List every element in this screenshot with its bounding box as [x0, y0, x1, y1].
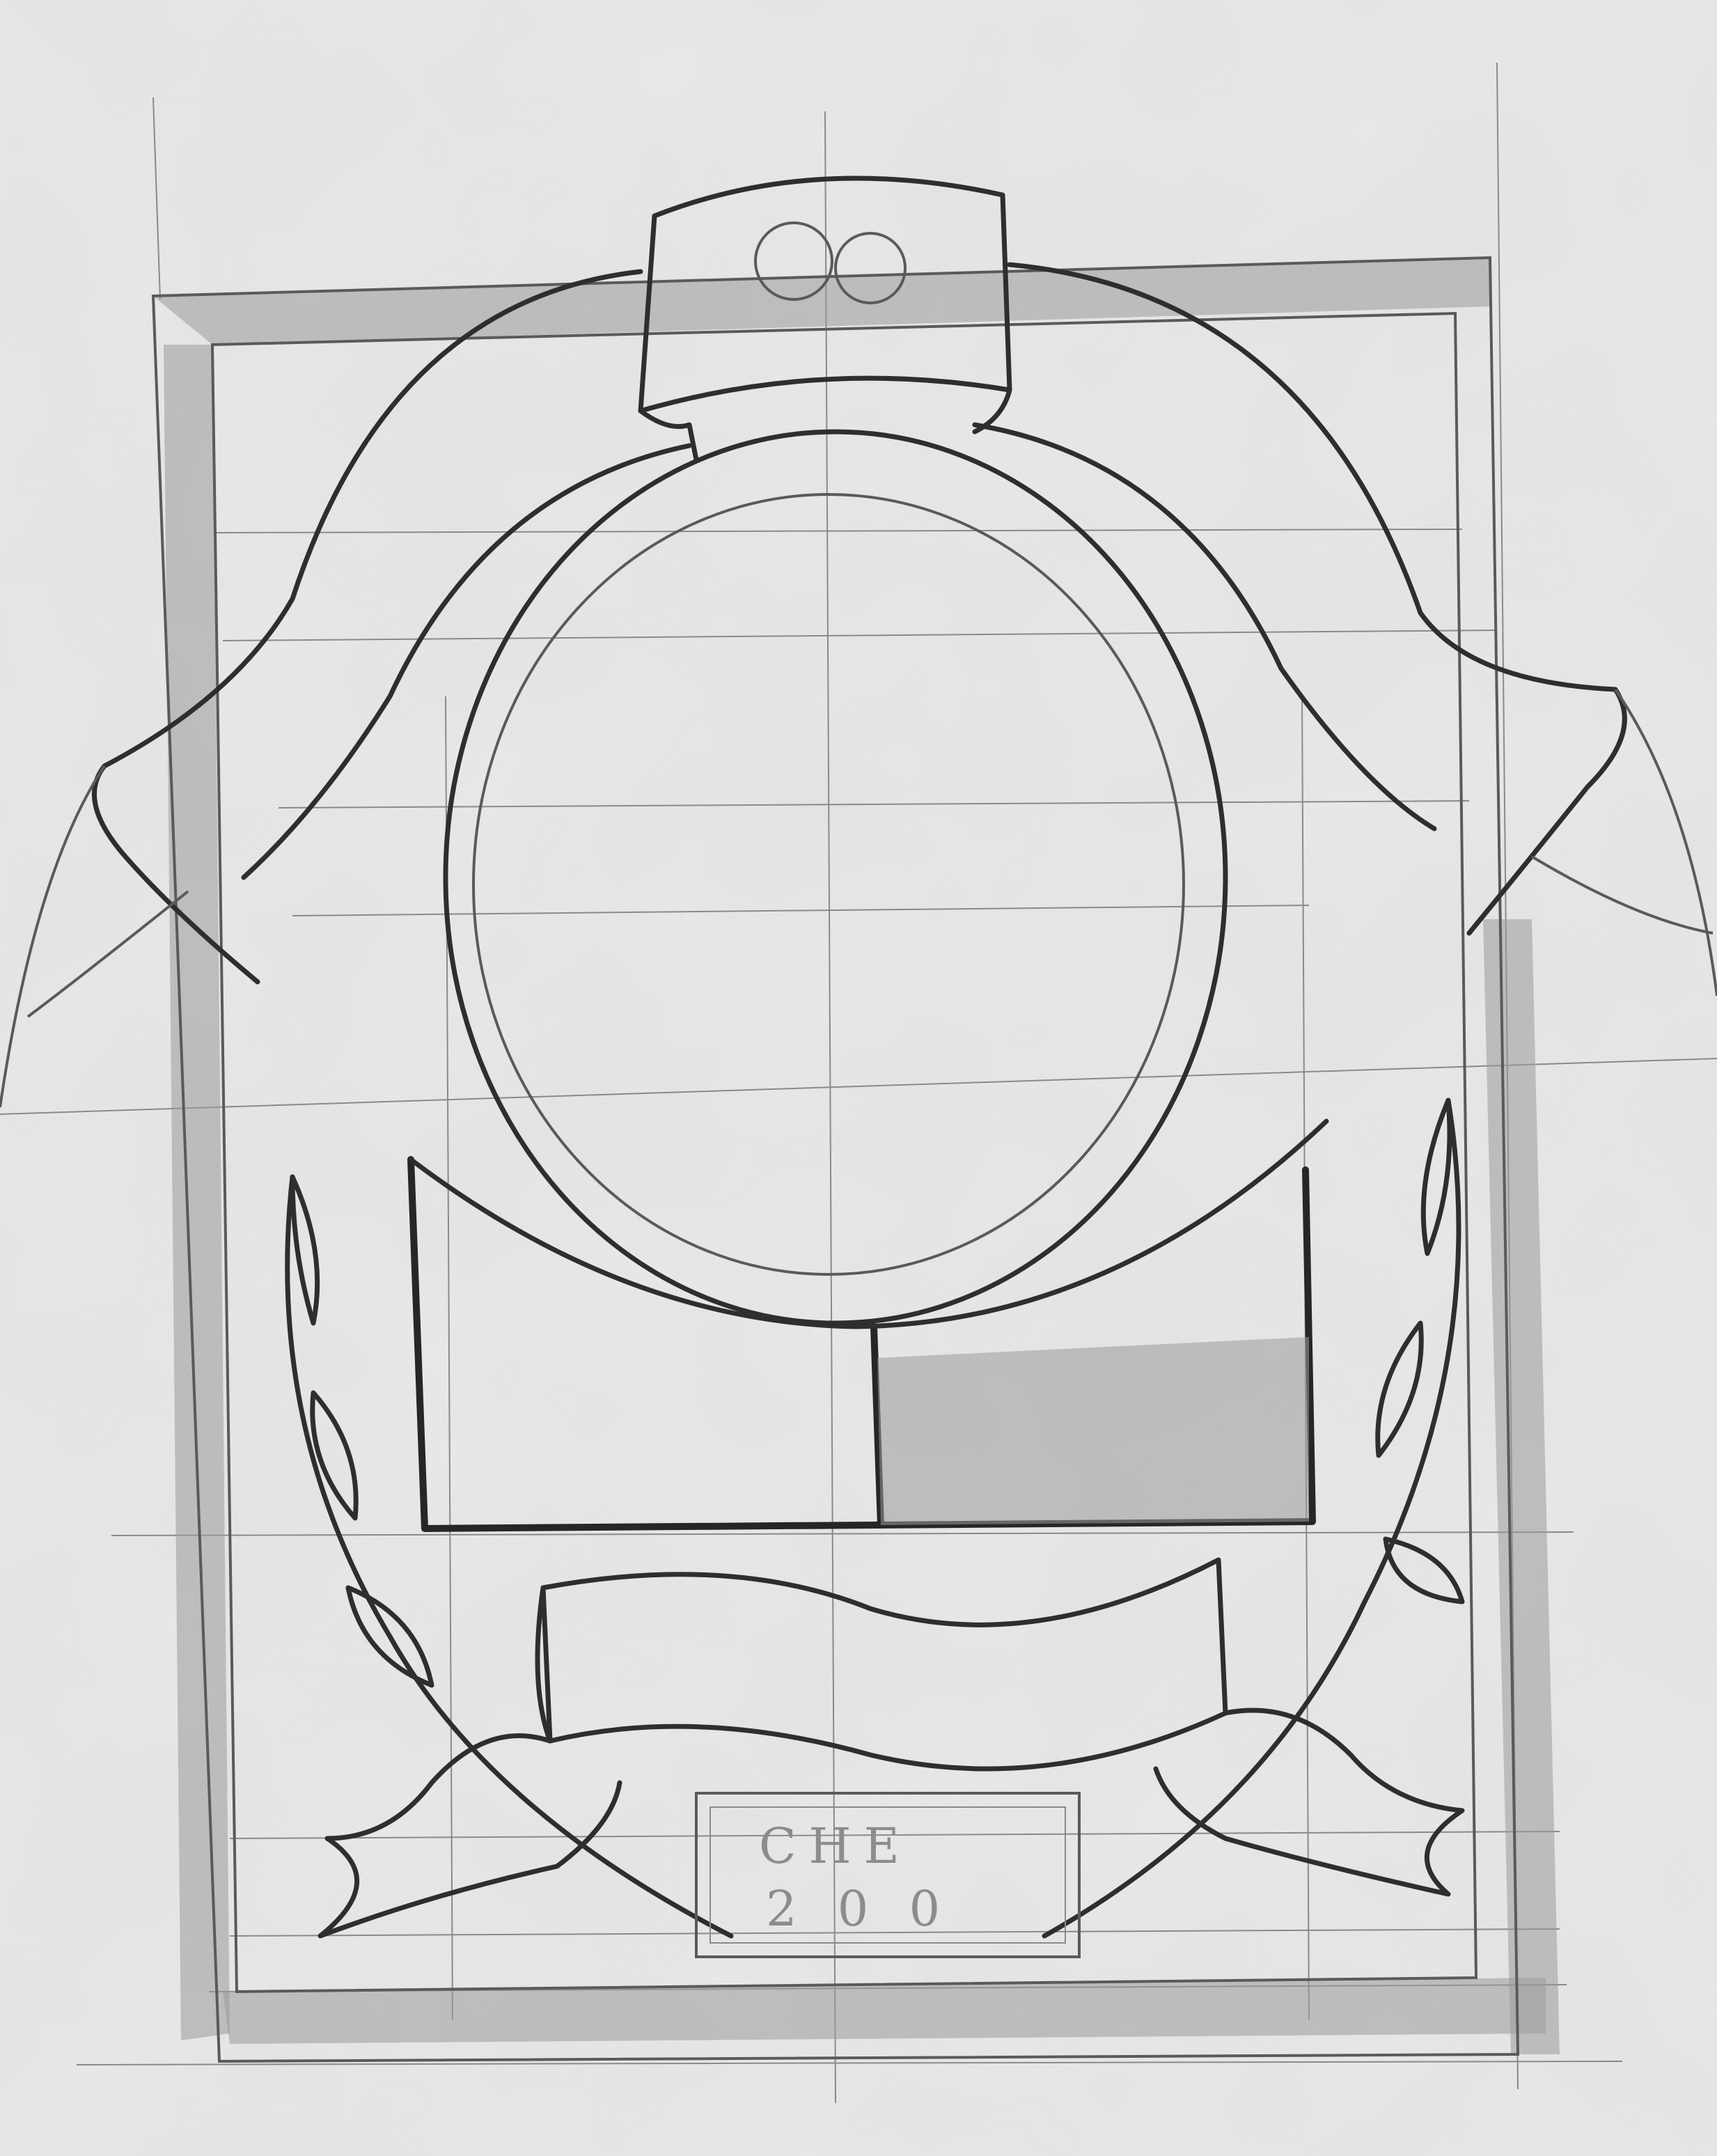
- plaque-text-line1: CHE: [759, 1818, 912, 1875]
- plaque-text-line2: 2 0 0: [766, 1880, 953, 1937]
